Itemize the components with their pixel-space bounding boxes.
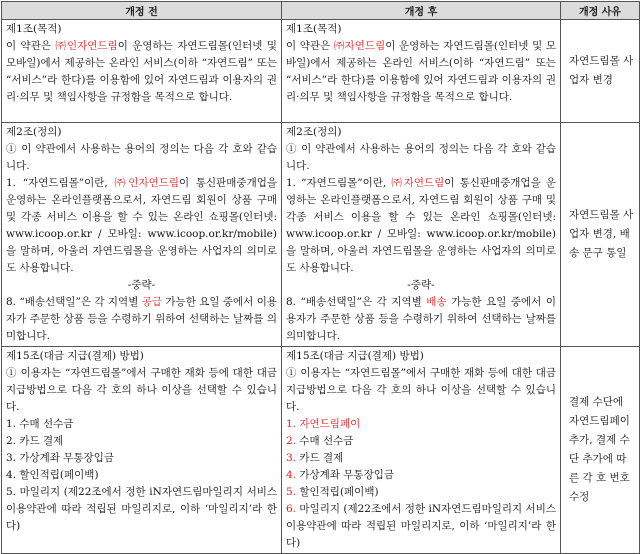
list-item: 2. 수매 선수금 (286, 435, 354, 447)
comparison-table (1, 1, 640, 554)
company-name-old: ㈜인자연드림 (114, 177, 180, 189)
cell-before (2, 20, 282, 123)
table-row (2, 347, 640, 554)
article-paragraph: 8. “배송선택일”은 각 지역별 배송 가능한 요일 중에서 이용자가 주문한 상품 등을 수령하기 위하여 선택하는 날짜를 의미합니다. (286, 296, 556, 342)
changed-word-old: 공급 (141, 296, 163, 308)
article-paragraph: 1. “자연드림몰”이란, ㈜인자연드림이 통신판매중개업을 운영하는 온라인플랫폼으로서, 자연드림 회원이 상품 구매 및 각종 서비스 이용을 할 수 있는 온라인 쇼핑몰(인터넷: www.icoop.or.kr / 모바일: www.icoop.or.kr/mobile)을 말하며, 아울러 자연드림몰을 운영하는 사업자의 의미로도 사용합니다. (6, 177, 277, 274)
new-payment-method: 자연드림페이 (296, 418, 361, 430)
omission-mark: -중략- (407, 279, 435, 291)
article-paragraph: 1. “자연드림몰”이란, ㈜자연드림이 통신판매중개업을 운영하는 온라인플랫폼으로서, 자연드림 회원이 상품 구매 및 각종 서비스 이용을 할 수 있는 온라인 쇼핑몰(인터넷: www.icoop.or.kr / 모바일: www.icoop.or.kr/mobile)을 말하며, 아울러 자연드림몰을 운영하는 사업자의 의미로도 사용합니다. (286, 177, 556, 274)
company-name-new: ㈜자연드림 (333, 40, 386, 52)
article-paragraph: ① 이 약관에서 사용하는 용어의 정의는 다음 각 호와 같습니다. (6, 143, 277, 172)
list-item: 3. 카드 결제 (286, 452, 344, 464)
list-item: 3. 가상계좌 무통장입금 (6, 452, 114, 464)
cell-after (282, 123, 561, 347)
company-name-new: ㈜자연드림 (391, 177, 445, 189)
article-title: 제15조(대금 지급(결제) 방법) (286, 350, 424, 362)
cell-after (282, 347, 561, 554)
article-title: 제1조(목적) (286, 23, 342, 35)
list-item: 4. 가상계좌 무통장입금 (286, 469, 394, 481)
cell-reason: 자연드림몰 사업자 변경, 배송 문구 통일 (561, 123, 640, 347)
cell-before (2, 347, 282, 554)
article-title: 제2조(정의) (6, 126, 62, 138)
list-item: 5. 마일리지 (제22조에서 정한 iN자연드림마일리지 서비스 이용약관에 따라 적립된 마일리지로, 이하 ‘마일리지’라 한다) (6, 486, 277, 532)
cell-reason: 자연드림몰 사업자 변경 (561, 20, 640, 123)
list-item: 2. 카드 결제 (6, 435, 64, 447)
cell-reason: 결제 수단에 자연드림페이 추가, 결제 수단 추가에 따른 각 호 번호 수정 (561, 347, 640, 554)
table-row (2, 20, 640, 123)
changed-word-new: 배송 (426, 296, 447, 308)
header-reason: 개정 사유 (561, 2, 640, 20)
omission-mark: -중략- (127, 279, 156, 291)
list-item: 1. 자연드림페이 (286, 418, 361, 430)
header-before: 개정 전 (2, 2, 282, 20)
company-name-old: ㈜인자연드림 (55, 40, 118, 52)
list-item: 6. 마일리지 (제22조에서 정한 iN자연드림마일리지 서비스 이용약관에 따라 적립된 마일리지로, 이하 ‘마일리지’라 한다) (286, 503, 556, 549)
article-paragraph: ① 이용자는 “자연드림몰”에서 구매한 재화 등에 대한 대금지급방법으로 다음 각 호의 하나 이상을 선택할 수 있습니다. (6, 367, 277, 413)
article-paragraph: 이 약관은 ㈜인자연드림이 운영하는 자연드림몰(인터넷 및 모바일)에서 제공하는 온라인 서비스(이하 “자연드림” 또는 “서비스”라 한다)를 이용함에 있어 자연드림과 이용자의 권리·의무 및 책임사항을 규정함을 목적으로 합니다. (6, 40, 278, 103)
header-after: 개정 후 (282, 2, 561, 20)
cell-after (282, 20, 561, 123)
article-title: 제15조(대금 지급(결제) 방법) (6, 350, 144, 362)
list-item: 4. 할인적립(페이백) (6, 469, 99, 481)
list-item: 1. 수매 선수금 (6, 418, 74, 430)
article-paragraph: 이 약관은 ㈜자연드림이 운영하는 자연드림몰(인터넷 및 모바일)에서 제공하는 온라인 서비스(이하 “자연드림” 또는 “서비스”라 한다)를 이용함에 있어 자연드림과 이용자의 권리·의무 및 책임사항을 규정함을 목적으로 합니다. (286, 40, 556, 103)
cell-before (2, 123, 282, 347)
article-paragraph: ① 이용자는 “자연드림몰”에서 구매한 재화 등에 대한 대금지급방법으로 다음 각 호의 하나 이상을 선택할 수 있습니다. (286, 367, 556, 413)
header-row (2, 2, 640, 20)
table-row (2, 123, 640, 347)
article-paragraph: ① 이 약관에서 사용하는 용어의 정의는 다음 각 호와 같습니다. (286, 143, 556, 172)
article-title: 제1조(목적) (6, 23, 62, 35)
list-item: 5. 할인적립(페이백) (286, 486, 379, 498)
article-title: 제2조(정의) (286, 126, 342, 138)
article-paragraph: 8. “배송선택일”은 각 지역별 공급 가능한 요일 중에서 이용자가 주문한 상품 등을 수령하기 위하여 선택하는 날짜를 의미합니다. (6, 296, 277, 342)
